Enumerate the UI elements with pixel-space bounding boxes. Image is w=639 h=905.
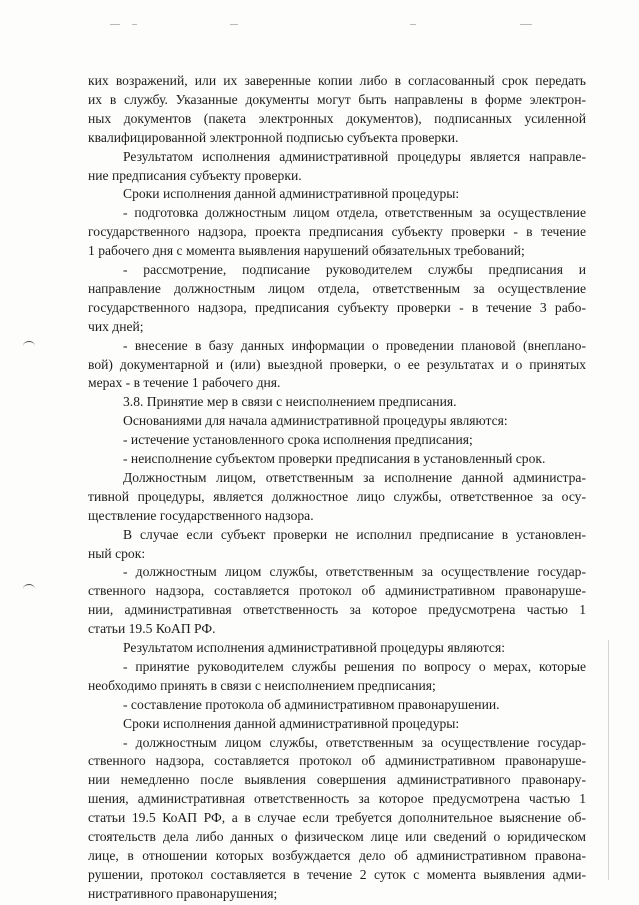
text-line: Сроки исполнения данной административной процедуры: [123, 716, 460, 731]
text-line: нии, административная ответственность за которое предусмотрена частью 1 [88, 602, 586, 617]
text-line: ных документов (пакета электронных документов), подписанных усиленной [88, 111, 586, 126]
text-line: - подготовка должностным лицом отдела, ответственным за осуществление [123, 205, 586, 220]
text-line: государственного надзора, проекта предписания субъекту проверки - в течение [88, 224, 586, 239]
text-line: ние предписания субъекту проверки. [88, 168, 302, 183]
text-line: Основаниями для начала административной процедуры являются: [123, 413, 508, 428]
text-line: - истечение установленного срока исполнения предписания; [123, 432, 473, 447]
text-line: - внесение в базу данных информации о проведении плановой (внеплано- [123, 338, 586, 353]
text-line: Результатом исполнения административной процедуры являются: [123, 640, 505, 655]
text-line: тивной процедуры, является должностное лицо службы, ответственное за осу- [88, 489, 586, 504]
text-line: - должностным лицом службы, ответственным за осуществление государ- [123, 735, 586, 750]
text-line: - рассмотрение, подписание руководителем службы предписания и [123, 262, 586, 277]
text-line: ственного надзора, составляется протокол об административном правонаруше- [88, 583, 586, 598]
text-line: государственного надзора, предписания субъекту проверки - в течение 3 рабо- [88, 300, 586, 315]
text-line: В случае если субъект проверки не исполнил предписание в установлен- [123, 527, 586, 542]
margin-mark [23, 341, 35, 351]
text-line: рушении, протокол составляется в течение 2 суток с момента выявления адми- [88, 867, 586, 882]
text-line: направление должностным лицом отдела, ответственным за осуществление [88, 281, 586, 296]
margin-mark [23, 584, 35, 594]
text-line: лице, в отношении которых возбуждается дело об административном правона- [88, 848, 586, 863]
text-line: шения, административная ответственность за которое предусмотрена частью 1 [88, 791, 586, 806]
text-line: статьи 19.5 КоАП РФ, а в случае если требуется дополнительное выяснение об- [88, 810, 586, 825]
text-line: статьи 19.5 КоАП РФ. [88, 621, 216, 636]
text-line: квалифицированной электронной подписью субъекта проверки. [88, 130, 459, 145]
text-line: ких возражений, или их заверенные копии либо в согласованный срок передать [88, 73, 586, 88]
text-line: необходимо принять в связи с неисполнением предписания; [88, 678, 436, 693]
text-line: Сроки исполнения данной административной процедуры: [123, 186, 460, 201]
text-line: - составление протокола об административном правонарушении. [123, 697, 500, 712]
scan-artifact [110, 24, 550, 30]
text-line: 1 рабочего дня с момента выявления нарушений обязательных требований; [88, 243, 525, 258]
text-line: ный срок: [88, 546, 146, 561]
text-line: вой) документарной и (или) выездной проверки, о ее результатах и о принятых [88, 357, 586, 372]
text-line: ственного надзора, составляется протокол об административном правонаруше- [88, 753, 586, 768]
text-line: нии немедленно после выявления совершения административного правонару- [88, 772, 586, 787]
text-line: мерах - в течение 1 рабочего дня. [88, 375, 281, 390]
text-line: их в службу. Указанные документы могут быть направлены в форме электрон- [88, 92, 586, 107]
text-line: - должностным лицом службы, ответственным за осуществление государ- [123, 564, 586, 579]
text-line: стоятельств дела либо данных о физическом лице или сведений о юридическом [88, 829, 586, 844]
text-line: Результатом исполнения административной процедуры является направле- [123, 149, 586, 164]
text-line: ществление государственного надзора. [88, 508, 314, 523]
text-line: Должностным лицом, ответственным за исполнение данной администра- [123, 470, 586, 485]
section-heading: 3.8. Принятие мер в связи с неисполнением предписания. [123, 394, 457, 409]
text-line: нистративного правонарушения; [88, 886, 278, 901]
text-line: - принятие руководителем службы решения по вопросу о мерах, которые [123, 659, 586, 674]
text-line: - неисполнение субъектом проверки предписания в установленный срок. [123, 451, 546, 466]
page-edge-shadow [608, 640, 609, 880]
text-line: чих дней; [88, 319, 144, 334]
